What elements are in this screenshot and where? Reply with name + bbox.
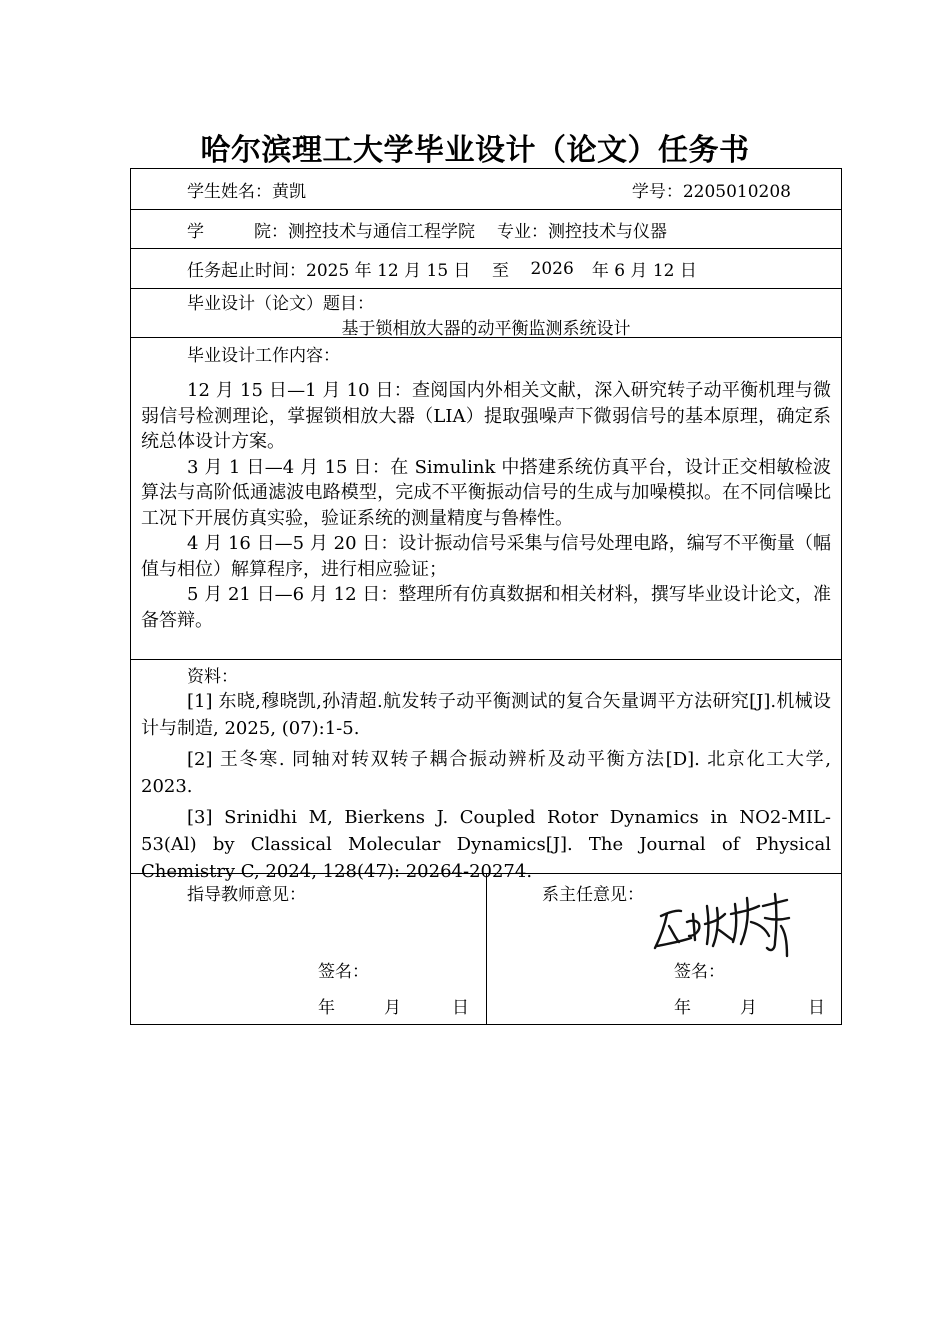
advisor-date: 年 月 日 [318, 998, 469, 1018]
reference-item: [1] 东晓,穆晓凯,孙清超.航发转子动平衡测试的复合矢量调平方法研究[J].机械设计与制造, 2025, (07):1-5. [141, 691, 831, 739]
head-date: 年 月 日 [674, 998, 825, 1018]
work-paragraph: 4 月 16 日—5 月 20 日：设计振动信号采集与信号处理电路，编写不平衡量（幅值与相位）解算程序，进行相应验证； [141, 533, 831, 580]
period-row [131, 249, 841, 289]
period-end: 年 6 月 12 日 [591, 261, 697, 281]
references-label: 资料： [187, 667, 238, 687]
reference-item: [3] Srinidhi M, Bierkens J. Coupled Rotor Dynamics in NO2-MIL-53(Al) by Classical Molecular Dynamics[J]. The Journal of Physical Chemistry C, 2024, 128(47): 20264-20274. [141, 807, 831, 882]
advisor-sign-label: 签名： [318, 962, 369, 982]
head-opinion-label: 系主任意见： [542, 885, 644, 905]
head-sign-label: 签名： [674, 962, 725, 982]
advisor-opinion-label: 指导教师意见： [187, 885, 306, 905]
student-row [131, 169, 841, 210]
college-label: 学 [187, 221, 204, 242]
topic-value: 基于锁相放大器的动平衡监测系统设计 [341, 319, 631, 339]
opinions-row [131, 874, 841, 1024]
task-form-table [130, 168, 842, 1025]
page-title: 哈尔滨理工大学毕业设计（论文）任务书 [200, 133, 750, 168]
college-value: 院：测控技术与通信工程学院 [254, 221, 475, 242]
work-content-row [131, 338, 841, 660]
reference-item: [2] 王冬寒. 同轴对转双转子耦合振动辨析及动平衡方法[D]. 北京化工大学, 2023. [141, 749, 831, 797]
period-to: 至 [492, 261, 510, 281]
student-id: 学号：2205010208 [631, 181, 791, 202]
college-row [131, 210, 841, 249]
period-start: 任务起止时间：2025 年 12 月 15 日 [187, 261, 471, 281]
work-paragraph: 12 月 15 日—1 月 10 日：查阅国内外相关文献，深入研究转子动平衡机理与微弱信号检测理论，掌握锁相放大器（LIA）提取强噪声下微弱信号的基本原理，确定系统总体设计方案。 [141, 380, 831, 452]
head-opinion-cell [487, 874, 841, 1024]
topic-label: 毕业设计（论文）题目： [187, 294, 374, 314]
student-name: 学生姓名：黄凯 [187, 181, 306, 202]
work-paragraph: 5 月 21 日—6 月 12 日：整理所有仿真数据和相关材料，撰写毕业设计论文，准备答辩。 [141, 584, 831, 631]
reference-list [141, 688, 831, 889]
handwritten-signature-icon [647, 884, 807, 964]
major-value: 专业：测控技术与仪器 [497, 221, 667, 242]
advisor-opinion-cell [131, 874, 487, 1024]
work-paragraph: 3 月 1 日—4 月 15 日：在 Simulink 中搭建系统仿真平台，设计正交相敏检波算法与高阶低通滤波电路模型，完成不平衡振动信号的生成与加噪模拟。在不同信噪比工况下开展仿真实验，验证系统的测量精度与鲁棒性。 [141, 456, 831, 529]
work-label: 毕业设计工作内容： [187, 346, 340, 366]
references-row [131, 660, 841, 882]
work-paragraphs [141, 378, 831, 633]
topic-row [131, 289, 841, 338]
period-end-year: 2026 [530, 258, 574, 279]
